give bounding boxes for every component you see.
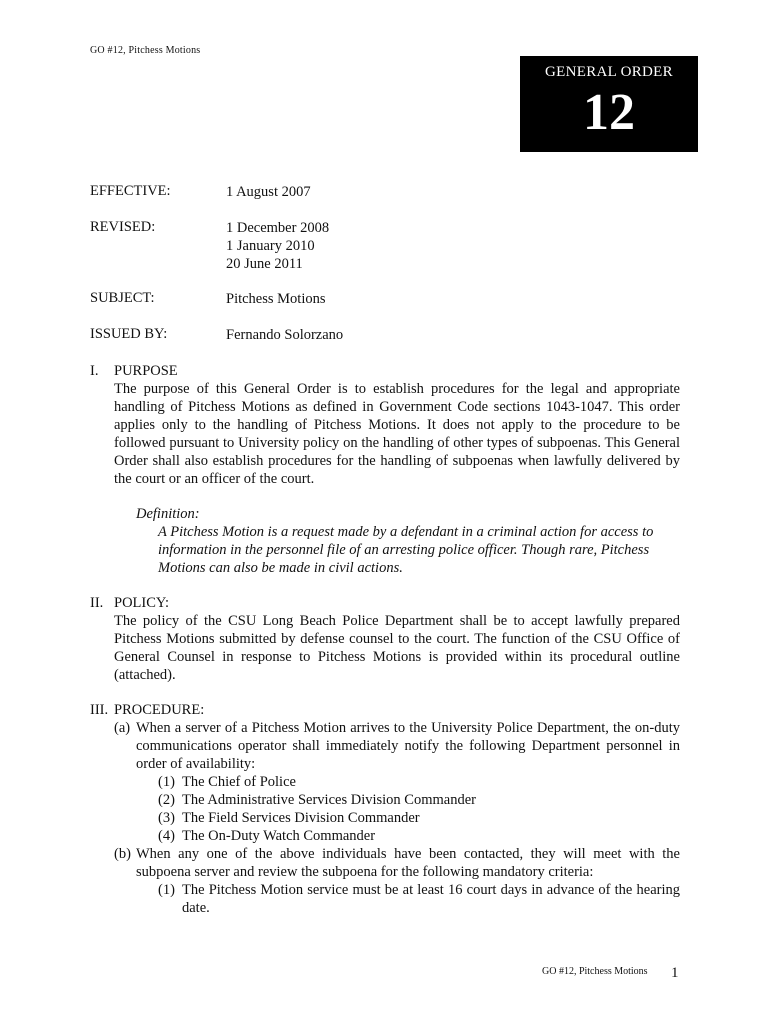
section-purpose [90,362,680,488]
revised-values [226,219,526,273]
procedure-heading [90,701,680,719]
section-procedure [90,701,680,917]
definition-text: A Pitchess Motion is a request made by a defendant in a criminal action for access to information in the personnel file of an arresting police officer. Though rare, Pitchess Motions can also be made in civil actions. [158,524,654,576]
general-order-number: 12 [583,84,635,141]
sub-item-label: (2) [158,792,175,808]
footer-title: GO #12, Pitchess Motions [542,966,648,977]
subject-value: Pitchess Motions [226,291,326,307]
section-policy [90,594,680,684]
item-text: When any one of the above individuals have been contacted, they will meet with the subpoena server and review the subpoena for the following mandatory criteria: [136,846,680,880]
policy-title: POLICY: [114,595,170,611]
page-number: 1 [671,965,679,981]
procedure-numeral: III. [90,702,109,718]
revised-date: 1 January 2010 [226,238,315,254]
general-order-box [520,56,698,152]
sub-item-label: (1) [158,774,175,790]
sub-item [158,881,680,917]
purpose-title: PURPOSE [114,363,178,379]
procedure-title: PROCEDURE: [114,702,205,718]
item-text: When a server of a Pitchess Motion arrives to the University Police Department, the on-duty communications operator shall immediately notify the following Department personnel in order of availability: [136,720,680,772]
purpose-text: The purpose of this General Order is to establish procedures for the legal and appropriate handling of Pitchess Motions as defined in Government Code sections 1043-1047. This order applies only to the handling of Pitchess Motions. It does not apply to the procedure to be followed pursuant to University policy on the handling of other types of subpoenas. This General Order shall also establish procedures for the handling of subpoenas when lawfully delivered by the court or an officer of the court. [114,381,680,487]
item-label: (a) [114,720,131,736]
item-label: (b) [114,846,131,862]
definition-block [136,505,681,577]
sub-item-text: The Pitchess Motion service must be at least 16 court days in advance of the hearing date. [182,882,680,916]
sub-item-label: (1) [158,882,175,898]
issued-by-value: Fernando Solorzano [226,327,344,343]
definition-title: Definition: [136,506,200,522]
running-header: GO #12, Pitchess Motions [90,45,201,56]
procedure-list [114,719,680,917]
revised-date: 20 June 2011 [226,256,303,272]
policy-text: The policy of the CSU Long Beach Police Department shall be to accept lawfully prepared Pitchess Motions submitted by defense counsel to the court. The function of the CSU Office of General Counsel in response to Pitchess Motions is provided within its procedural outline (attached). [114,613,680,683]
sub-item-label: (3) [158,810,175,826]
issued-by-label: ISSUED BY: [90,326,168,342]
sub-item [158,809,680,827]
revised-date: 1 December 2008 [226,220,330,236]
policy-heading [90,594,680,612]
subject-label: SUBJECT: [90,290,155,306]
sub-item [158,791,680,809]
policy-numeral: II. [90,595,104,611]
sub-item-label: (4) [158,828,175,844]
sub-item-text: The On-Duty Watch Commander [182,828,376,844]
effective-value: 1 August 2007 [226,184,311,200]
sub-item [158,827,680,845]
sub-item-text: The Administrative Services Division Commander [182,792,476,808]
general-order-label: GENERAL ORDER [545,64,673,80]
procedure-item-a [114,719,680,845]
effective-label: EFFECTIVE: [90,183,171,199]
purpose-heading [90,362,680,380]
purpose-numeral: I. [90,363,99,379]
revised-label: REVISED: [90,219,156,235]
sub-item-text: The Field Services Division Commander [182,810,420,826]
sub-item [158,773,680,791]
sub-item-text: The Chief of Police [182,774,296,790]
procedure-item-b [114,845,680,917]
